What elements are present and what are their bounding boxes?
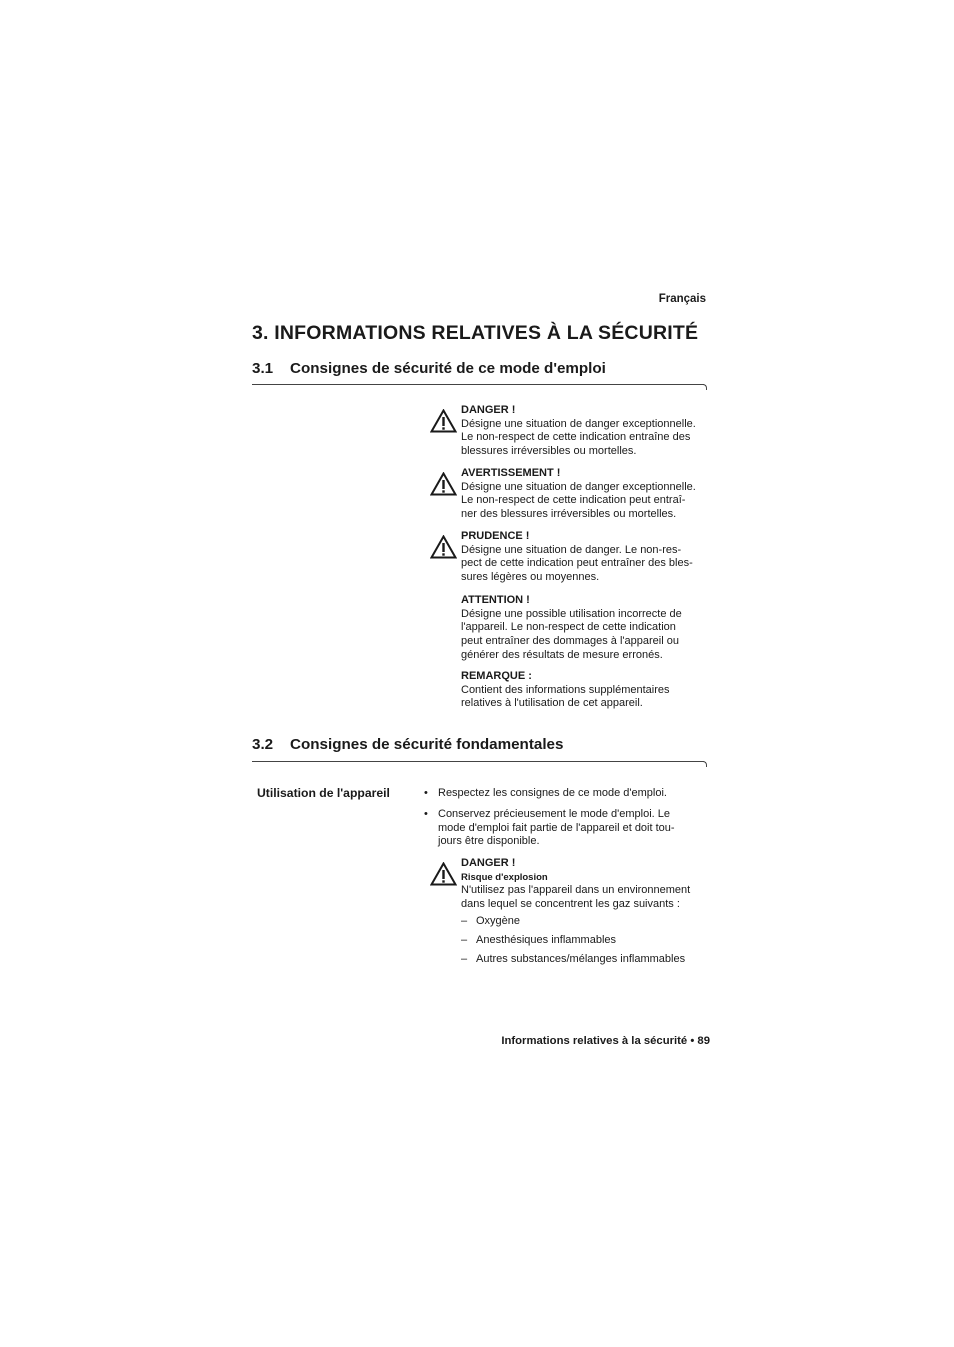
dash-mark: – [461,915,468,927]
dash-item [461,934,616,948]
notice-line: relatives à l'utilisation de cet appareil. [461,697,643,710]
dash-item-text: Autres substances/mélanges inflammables [476,953,686,965]
notice-title: DANGER ! [461,857,516,869]
list-item-text: jours être disponible. [438,835,540,848]
section-3-1-heading [252,360,606,377]
notice-line: ner des blessures irréversibles ou mortelles. [461,508,677,521]
section-number: 3.1 [252,360,274,377]
notice-title: DANGER ! [461,404,516,416]
notice-line: sures légères ou moyennes. [461,571,600,584]
notice-remark [461,670,711,711]
list-item [424,808,714,849]
dash-item-text: Oxygène [476,915,521,927]
notice-line: pect de cette indication peut entraîner des bles- [461,557,693,570]
chapter-title: 3. INFORMATIONS RELATIVES À LA SÉCURITÉ [252,322,699,344]
notice-attention [461,594,711,663]
dash-item [461,953,685,967]
dash-mark: – [461,934,468,946]
warning-triangle-icon [430,535,457,559]
notice-line: N'utilisez pas l'appareil dans un environnement [461,884,691,897]
notice-line: l'appareil. Le non-respect de cette indication [461,621,676,634]
section-3-2-heading [252,736,563,753]
notice-danger-explosion [461,857,711,912]
dash-mark: – [461,953,468,965]
notice-line: Désigne une situation de danger exceptionnelle. [461,417,696,430]
section-rule-end [702,384,707,390]
notice-title: PRUDENCE ! [461,530,530,542]
section-rule [252,384,704,385]
section-rule-end [702,761,707,767]
section-number: 3.2 [252,736,274,753]
notice-line: peut entraîner des dommages à l'appareil ou [461,635,679,648]
list-item [424,787,714,801]
language-label: Français [658,293,706,305]
notice-line: Désigne une situation de danger exceptionnelle. [461,480,696,493]
list-item-text: Respectez les consignes de ce mode d'emploi. [438,787,667,799]
notice-title: AVERTISSEMENT ! [461,467,561,479]
section-title: Consignes de sécurité de ce mode d'emploi [290,360,606,377]
bullet-dot: • [424,787,428,799]
list-item-text: mode d'emploi fait partie de l'appareil et doit tou- [438,821,675,834]
dash-item-text: Anesthésiques inflammables [476,934,617,946]
list-item-text: Conservez précieusement le mode d'emploi. Le [438,808,670,820]
notice-line: Désigne une situation de danger. Le non-res- [461,543,682,556]
notice-line: dans lequel se concentrent les gaz suivants : [461,898,680,911]
notice-danger [461,404,711,459]
notice-line: Le non-respect de cette indication entraîne des [461,431,691,444]
notice-line: générer des résultats de mesure erronés. [461,648,663,661]
page-footer: Informations relatives à la sécurité • 89 [501,1035,710,1047]
notice-line: Le non-respect de cette indication peut entraî- [461,494,686,507]
notice-line: blessures irréversibles ou mortelles. [461,445,637,458]
notice-title: ATTENTION ! [461,594,530,606]
dash-item [461,915,520,929]
notice-caution [461,530,711,585]
section-title: Consignes de sécurité fondamentales [290,736,564,753]
warning-triangle-icon [430,862,457,886]
section-rule [252,761,704,762]
notice-warning [461,467,711,522]
notice-title: REMARQUE : [461,670,532,682]
notice-subtitle: Risque d'explosion [461,871,548,883]
notice-line: Désigne une possible utilisation incorrecte de [461,607,682,620]
notice-line: Contient des informations supplémentaires [461,683,670,696]
warning-triangle-icon [430,409,457,433]
bullet-dot: • [424,808,428,820]
side-label: Utilisation de l'appareil [257,786,390,800]
warning-triangle-icon [430,472,457,496]
